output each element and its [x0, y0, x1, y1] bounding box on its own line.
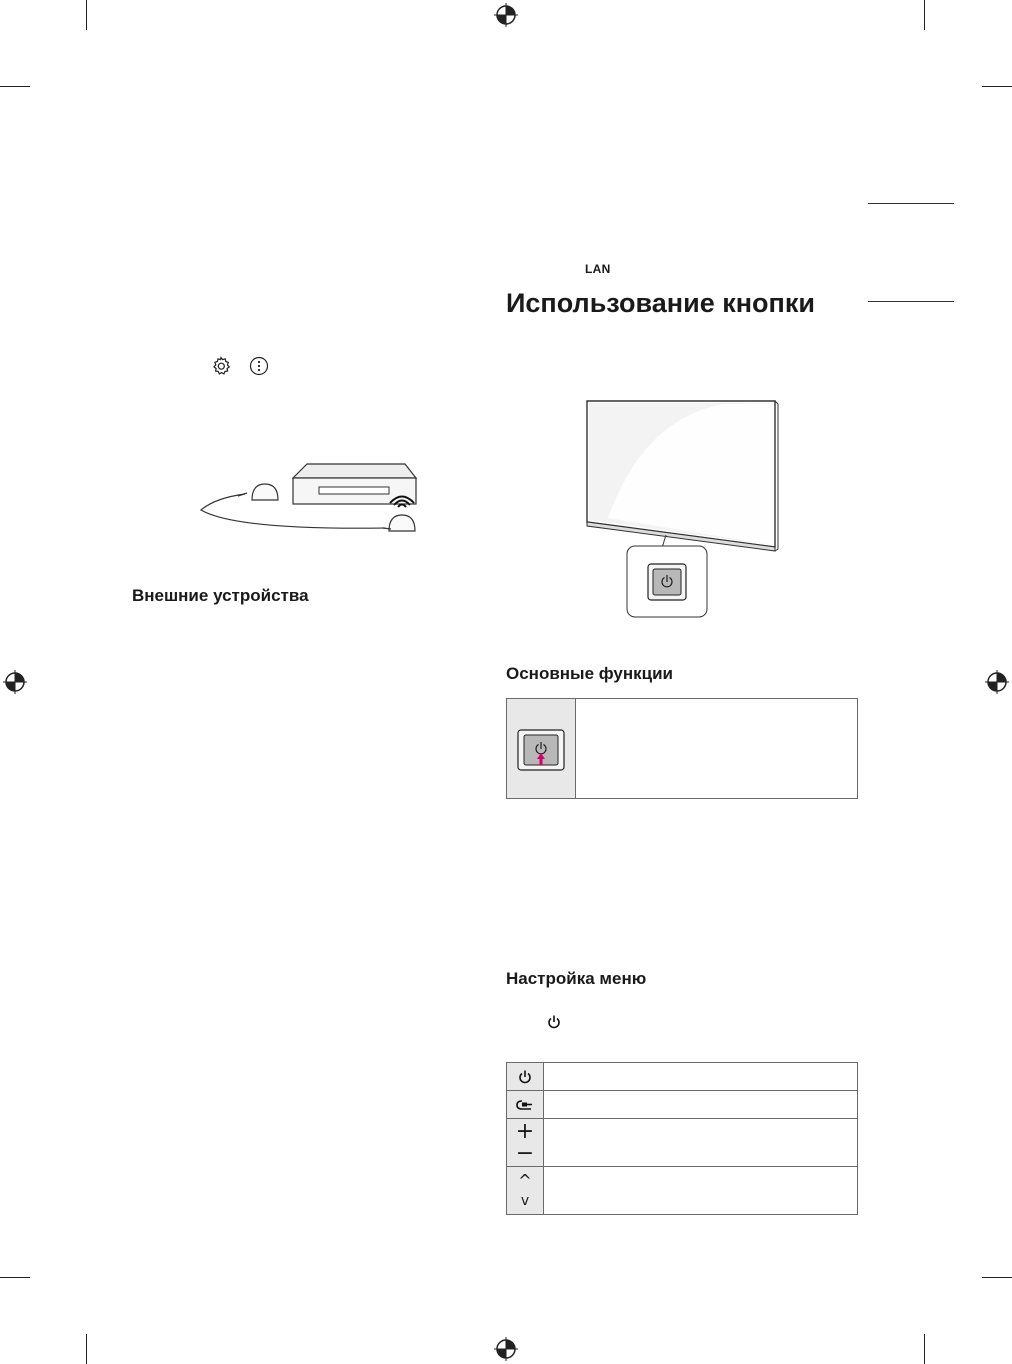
table-text-cell: [544, 1167, 858, 1215]
margin-rule: [868, 203, 954, 204]
basic-functions-table: [506, 698, 858, 799]
channel-up-icon: ^: [518, 1170, 532, 1190]
registration-mark-icon: [985, 670, 1009, 694]
input-icon: [516, 1098, 534, 1112]
crop-mark: [924, 0, 925, 30]
crop-mark: [982, 1277, 1012, 1278]
basic-functions-icon-cell: [507, 699, 576, 798]
crop-mark: [924, 1334, 925, 1364]
table-icon-cell: [507, 1167, 544, 1215]
gear-icon: [211, 356, 231, 376]
table-row: [507, 1167, 858, 1215]
tv-illustration: [584, 398, 780, 622]
more-vertical-icon: [249, 356, 269, 376]
crop-mark: [86, 1334, 87, 1364]
lan-label: LAN: [585, 262, 611, 276]
page-title: Использование кнопки: [506, 288, 815, 318]
table-text-cell: [544, 1119, 858, 1167]
margin-rule: [868, 301, 954, 302]
table-icon-cell: [507, 1119, 544, 1167]
volume-minus-icon: −: [515, 1140, 535, 1166]
table-text-cell: [544, 1091, 858, 1119]
table-row: [507, 1091, 858, 1119]
section-heading-basic-functions: Основные функции: [506, 664, 673, 683]
table-text-cell: [544, 1063, 858, 1091]
section-heading-menu-settings: Настройка меню: [506, 969, 647, 988]
crop-mark: [0, 86, 30, 87]
table-icon-cell: [507, 1091, 544, 1119]
table-row: [507, 1063, 858, 1091]
menu-settings-table: [506, 1062, 858, 1215]
section-heading-external-devices: Внешние устройства: [132, 586, 309, 605]
table-icon-cell: [507, 1063, 544, 1091]
registration-mark-icon: [494, 1337, 518, 1361]
crop-mark: [86, 0, 87, 30]
registration-mark-icon: [494, 3, 518, 27]
volume-plus-icon: +: [515, 1118, 535, 1144]
table-row: [507, 1119, 858, 1167]
registration-mark-icon: [3, 670, 27, 694]
external-device-illustration: [195, 460, 425, 540]
power-button-press-icon: [517, 729, 565, 771]
crop-mark: [0, 1277, 30, 1278]
power-icon: [547, 1014, 561, 1030]
crop-mark: [982, 86, 1012, 87]
power-icon: [518, 1069, 532, 1085]
channel-down-icon: v: [520, 1192, 530, 1209]
